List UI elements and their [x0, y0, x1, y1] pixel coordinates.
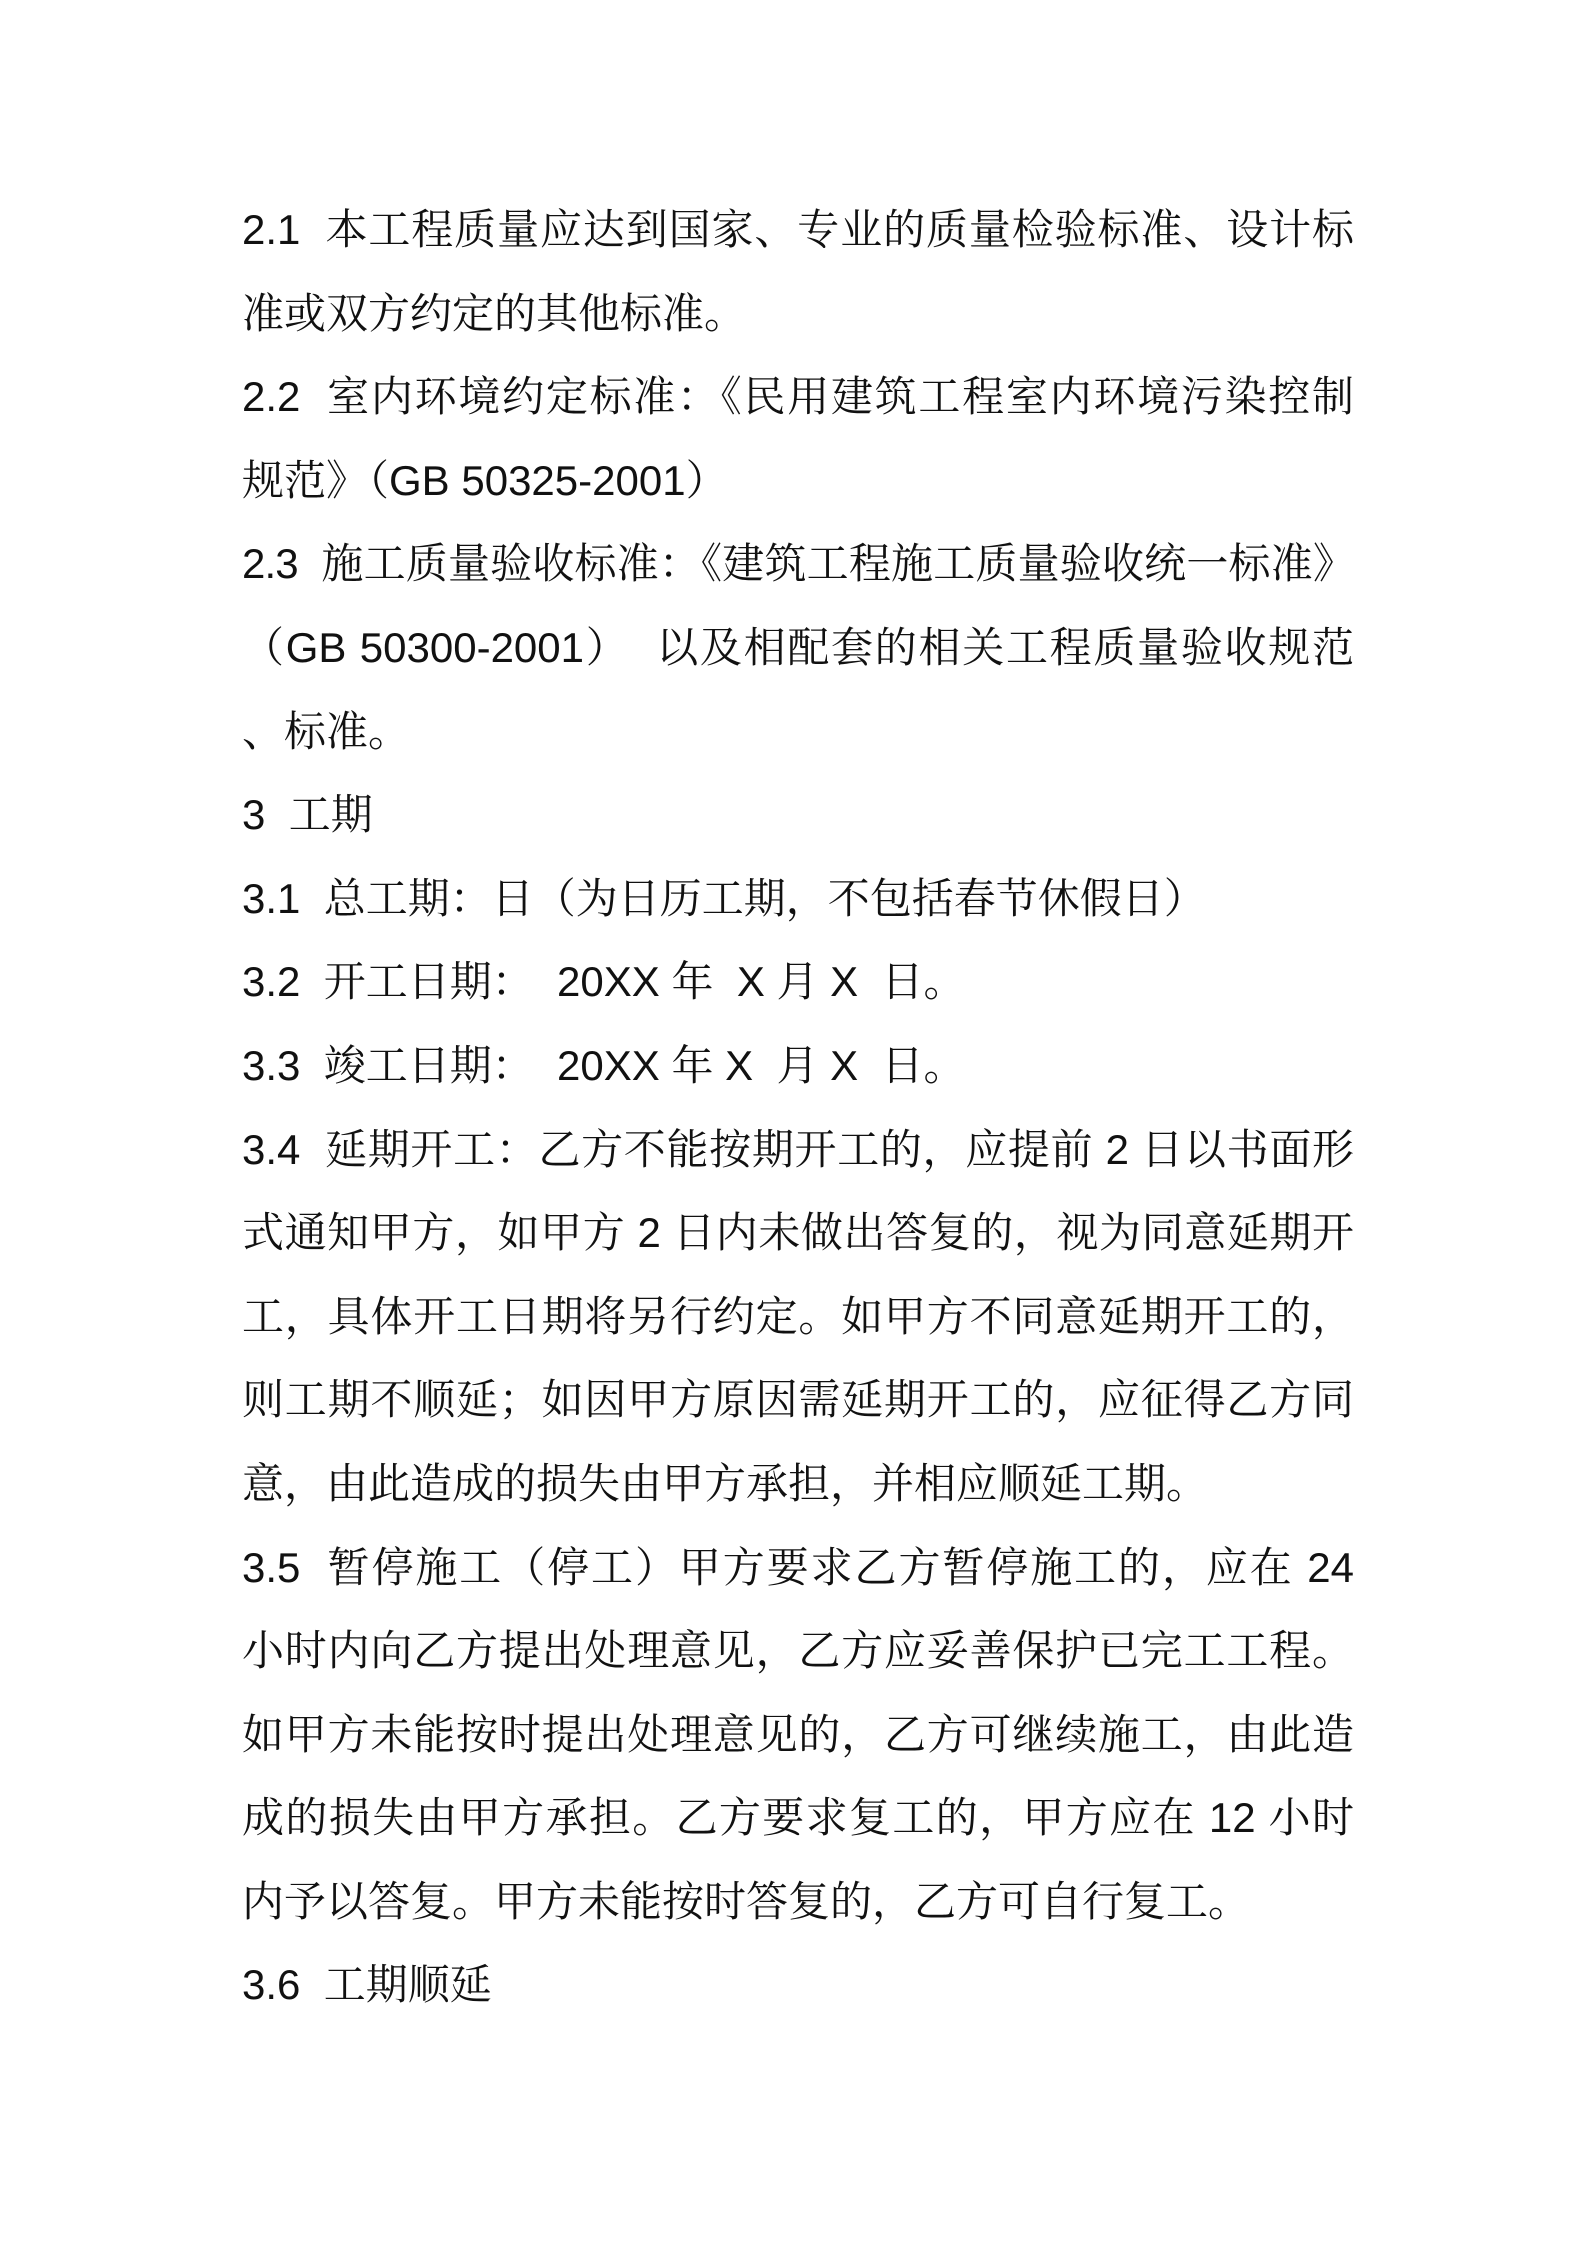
paragraph-3-3	[242, 1024, 1354, 1108]
paragraph-2-2	[242, 355, 1354, 522]
text-line: 小时内向乙方提出处理意见，乙方应妥善保护已完工工程。	[242, 1627, 1354, 1675]
text-line: 3.6 工期顺延	[242, 1961, 492, 2009]
paragraph-2-3	[242, 522, 1354, 773]
text-line: 工，具体开工日期将另行约定。如甲方不同意延期开工的，	[242, 1292, 1354, 1340]
paragraph-3-1	[242, 857, 1354, 941]
text-line: 准或双方约定的其他标准。	[242, 289, 747, 337]
document-body	[242, 188, 1354, 2027]
text-line: 、标准。	[242, 707, 411, 755]
text-line: 规范》（GB 50325-2001）	[242, 456, 728, 504]
text-line: 3.1 总工期：日（为日历工期，不包括春节休假日）	[242, 874, 1206, 922]
text-line: 2.1 本工程质量应达到国家、专业的质量检验标准、设计标	[242, 206, 1354, 253]
section-heading-3	[242, 773, 1354, 857]
text-line: 3.4 延期开工：乙方不能按期开工的，应提前 2 日以书面形	[242, 1125, 1354, 1173]
text-line: 成的损失由甲方承担。乙方要求复工的，甲方应在 12 小时	[242, 1794, 1354, 1842]
text-line: 意，由此造成的损失由甲方承担，并相应顺延工期。	[242, 1459, 1209, 1507]
text-line: （GB 50300-2001） 以及相配套的相关工程质量验收规范	[242, 623, 1354, 671]
text-line: 2.3 施工质量验收标准：《建筑工程施工质量验收统一标准》	[242, 540, 1354, 588]
paragraph-3-4	[242, 1108, 1354, 1526]
text-line: 如甲方未能按时提出处理意见的，乙方可继续施工，由此造	[242, 1710, 1354, 1758]
text-line: 则工期不顺延；如因甲方原因需延期开工的，应征得乙方同	[242, 1376, 1354, 1424]
text-line: 内予以答复。甲方未能按时答复的，乙方可自行复工。	[242, 1877, 1251, 1925]
text-line: 2.2 室内环境约定标准：《民用建筑工程室内环境污染控制	[242, 373, 1354, 421]
paragraph-3-6	[242, 1943, 1354, 2027]
text-line: 3.2 开工日期： 20XX 年 X 月 X 日。	[242, 958, 966, 1006]
text-line: 式通知甲方，如甲方 2 日内未做出答复的，视为同意延期开	[242, 1209, 1354, 1257]
text-line: 3.3 竣工日期： 20XX 年 X 月 X 日。	[242, 1041, 966, 1089]
text-line: 3 工期	[242, 791, 373, 839]
paragraph-2-1	[242, 188, 1354, 355]
paragraph-3-2	[242, 940, 1354, 1024]
paragraph-3-5	[242, 1526, 1354, 1944]
text-line: 3.5 暂停施工（停工）甲方要求乙方暂停施工的，应在 24	[242, 1543, 1354, 1591]
